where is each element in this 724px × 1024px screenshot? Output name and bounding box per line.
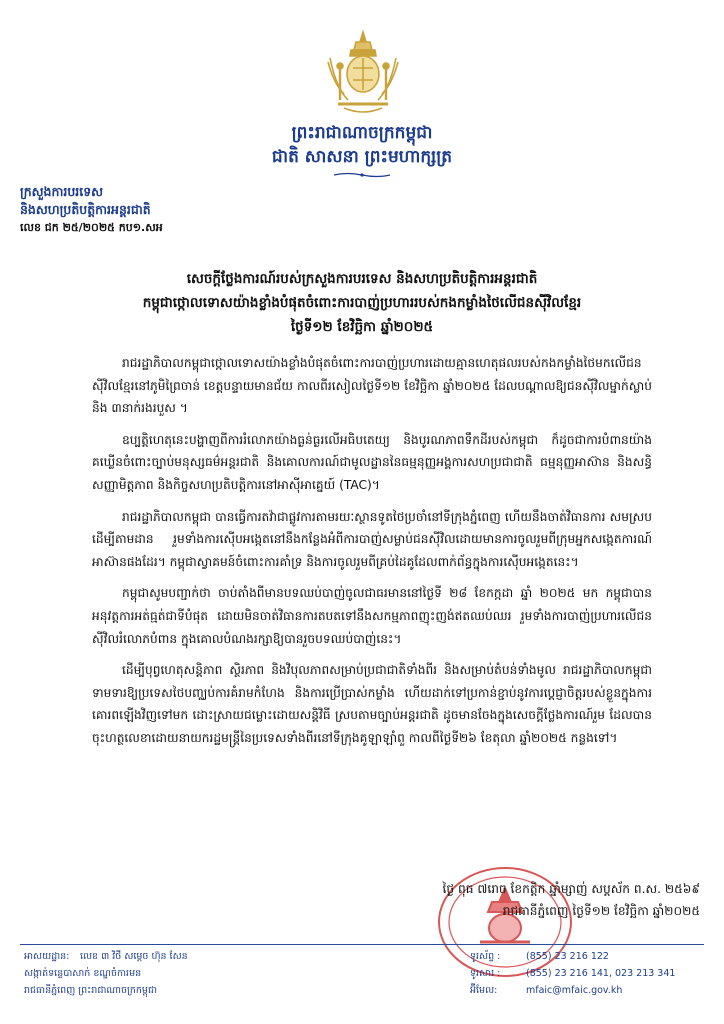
paragraph: ឧប្បត្តិហេតុនេះបង្ហាញពីការរំលោភយ៉ាងធ្ងន់ធ្ងរលើអធិបតេយ្យ និងបូរណភាពទឹកដីរបស់កម្ពុជា ក៏ដូចជាការបំពានយ៉ាងគឃ្លើនចំពោះច្បាប់មនុស្សធម៌អន្តរជាតិ និងគោលការណ៍ជាមូលដ្ឋាននៃធម្មនុញ្ញអង្គការសហប្រជាជាតិ ធម្មនុញ្ញអាស៊ាន និងសន្ធិសញ្ញាមិត្តភាព និងកិច្ចសហប្រតិបត្តិការនៅអាស៊ីអាគ្នេយ៍ (TAC)។ [92, 432, 652, 492]
ornament-divider-icon [332, 172, 392, 178]
lunar-date: ថ្ងៃ ពុធ ៧រោច ខែកត្តិក ឆ្នាំម្សាញ់ សប្តស័ក ព.ស. ២៥៦៩ [442, 882, 700, 896]
address-line3: រាជធានីភ្នំពេញ ព្រះរាជាណាចក្រកម្ពុជា [24, 985, 157, 996]
fax-number: (855) 23 216 141, 023 213 341 [526, 968, 676, 979]
place-and-date: រាជធានីភ្នំពេញ ថ្ងៃទី១២ ខែវិច្ឆិកា ឆ្នាំ២០២៥ [502, 904, 700, 918]
address-line1: លេខ ៣ វិថី សម្តេច ហ៊ុន សែន [80, 951, 188, 962]
paragraph: រាជរដ្ឋាភិបាលកម្ពុជាថ្កោលទោសយ៉ាងខ្លាំងបំផុតចំពោះការបាញ់ប្រហារដោយគ្មានហេតុផលរបស់កងកម្លាំងថៃមកលើជនស៊ីវិលខ្មែរនៅភូមិព្រៃចាន់ ខេត្តបន្ទាយមានជ័យ កាលពីរសៀលថ្ងៃទី១២ ខែវិច្ឆិកា ឆ្នាំ២០២៥ ដែលបណ្តាលឱ្យជនស៊ីវិលម្នាក់ស្លាប់ និង ៣នាក់រងរបួស ។ [92, 356, 652, 416]
email-address[interactable]: mfaic@mfaic.gov.kh [526, 985, 623, 996]
fax-label: ទូរសារ : [470, 968, 501, 979]
national-motto: ជាតិ សាសនា ព្រះមហាក្សត្រ [271, 147, 453, 167]
footer-divider [20, 944, 704, 945]
royal-emblem-icon [318, 28, 408, 118]
address-label: អាសយដ្ឋាន: [24, 951, 70, 962]
ministry-name-line2: និងសហប្រតិបត្តិការអន្តរជាតិ [20, 202, 151, 217]
paragraph: ដើម្បីបុព្វហេតុសន្តិភាព ស្ថិរភាព និងវិបុលភាពសម្រាប់ប្រជាជាតិទាំងពីរ និងសម្រាប់តំបន់ទាំងមូល រាជរដ្ឋាភិបាលកម្ពុជាទាមទារឱ្យប្រទេសថៃបញ្ឈប់ការគំរាមកំហែង និងការប្រើប្រាស់កម្លាំង ហើយដាក់ទៅប្រកាន់ខ្ជាប់នូវការប្តេជ្ញាចិត្តរបស់ខ្លួនក្នុងការគោរពឡើងវិញទៅមក ដោះស្រាយជម្លោះដោយសន្តិវិធី ស្របតាមច្បាប់អន្តរជាតិ ដូចមានចែងក្នុងសេចក្តីថ្លែងការណ៍រួម ដែលបានចុះហត្ថលេខាដោយនាយករដ្ឋមន្ត្រីនៃប្រទេសទាំងពីរនៅទីក្រុងគូឡាឡាំពួ កាលពីថ្ងៃទី២៦ ខែតុលា ឆ្នាំ២០២៥ កន្លងទៅ។ [92, 663, 652, 745]
signature-block [320, 878, 700, 922]
email-label: អ៊ីមែល: [470, 985, 498, 996]
footer-address [24, 948, 344, 999]
kingdom-name: ព្រះរាជាណាចក្រកម្ពុជា [291, 123, 433, 143]
phone-label: ទូរស័ព្ទ : [470, 951, 501, 962]
paragraph: កម្ពុជាសូមបញ្ជាក់ថា ចាប់តាំងពីមានបទឈប់បាញ់ចូលជាធរមាននៅថ្ងៃទី ២៨ ខែកក្កដា ឆ្នាំ ២០២៥ មក កម្ពុជាបានអនុវត្តការអត់ធ្មត់ជាទីបំផុត ដោយមិនចាត់វិធានការតបតទៅនឹងសកម្មភាពញុះញង់ឥតឈប់ឈរ រួមទាំងការបាញ់ប្រហារលើជនស៊ីវិលរំលោភបំពាន ក្នុងគោលបំណងរក្សាឱ្យបានរួចបទឈប់បាញ់នេះ។ [92, 586, 652, 646]
reference-number: លេខ ជក ២៥/២០២៥ កប១.សអ [20, 221, 163, 234]
paragraph: រាជរដ្ឋាភិបាលកម្ពុជា បានធ្វើការតវ៉ាជាផ្លូវការតាមរយៈស្ថានទូតថៃប្រចាំនៅទីក្រុងភ្នំពេញ ហើយនឹងចាត់វិធានការ សមស្របដើម្បីតាមដាន រួមទាំងការស៊ើបអង្កេតនៅនឹងកន្លែងអំពីការបាញ់សម្លាប់ជនស៊ីវិលដោយមានការចូលរួមពីក្រុមអ្នកសង្កេតការណ៍អាស៊ានផងដែរ។ កម្ពុជាស្វាគមន៍ចំពោះការគាំទ្រ និងការចូលរួមពីគ្រប់ដៃគូដែលពាក់ព័ន្ធក្នុងការស៊ើបអង្កេតនេះ។ [92, 509, 652, 569]
statement-body [92, 352, 652, 759]
statement-title-line1: សេចក្តីថ្លែងការណ៍របស់ក្រសួងការបរទេស និងសហប្រតិបត្តិការអន្តរជាតិ [186, 271, 538, 287]
footer-contact [470, 948, 710, 999]
phone-number: (855) 23 216 122 [526, 951, 609, 962]
statement-title-line2: កម្ពុជាថ្កោលទោសយ៉ាងខ្លាំងបំផុតចំពោះការបាញ់ប្រហាររបស់កងកម្លាំងថៃលើជនស៊ីវិលខ្មែរ [142, 295, 582, 311]
statement-date: ថ្ងៃទី១២ ខែវិច្ឆិកា ឆ្នាំ២០២៥ [290, 319, 434, 335]
address-line2: សង្កាត់ទន្លេបាសាក់ ខណ្ឌចំការមន [24, 968, 142, 979]
ministry-name-line1: ក្រសួងការបរទេស [20, 184, 104, 199]
